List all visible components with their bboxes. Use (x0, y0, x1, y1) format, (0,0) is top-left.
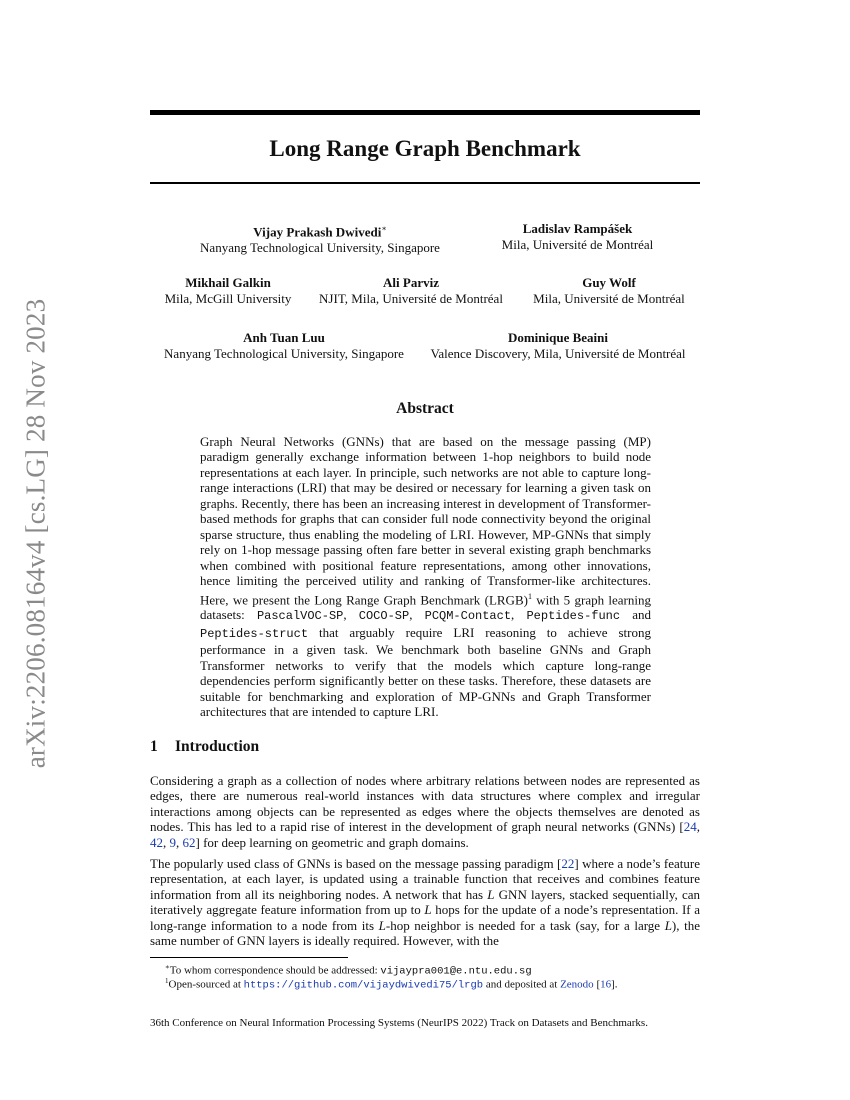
footnote-correspondence: ∗To whom correspondence should be addressed: vijaypra001@e.ntu.edu.sg (165, 963, 532, 978)
citation-link[interactable]: 16 (600, 978, 612, 991)
intro-paragraph-1: Considering a graph as a collection of nodes where arbitrary relations between nodes are represented as edges, there are numerous real-world instances with data structures where complex and irregular interactions among objects can be represented as edges where the objects themselves are denoted as nodes. This has led to a rapid rise of interest in the development of graph neural networks (GNNs) [24, 42, 9, 62] for deep learning on geometric and graph domains. (150, 773, 700, 850)
citation-link[interactable]: 42 (150, 834, 163, 850)
author-affiliation: NJIT, Mila, Université de Montréal (319, 291, 503, 306)
citation-link[interactable]: 24 (683, 819, 697, 835)
intro-paragraph-2: The popularly used class of GNNs is based on the message passing paradigm [22] where a node’s feature representation, at each layer, is updated using a trainable function that receives and combines feature information from all its neighboring nodes. A network that has L GNN layers, stacked sequentially, can iteratively aggregate feature information from up to L hops for the update of a node’s representation. If a long-range information to a node from its L-hop neighbor is needed for a task (say, for a large L), the same number of GNN layers is ideally required. However, with the (150, 856, 700, 949)
author-affiliation: Mila, McGill University (164, 291, 292, 306)
author-block-4 (310, 275, 512, 307)
venue-line: 36th Conference on Neural Information Processing Systems (NeurIPS 2022) Track on Datasets and Benchmarks. (150, 1017, 648, 1029)
arxiv-identifier-stamp (18, 288, 54, 778)
email-address: vijaypra001@e.ntu.edu.sg (380, 965, 532, 978)
author-name: Dominique Beaini (507, 330, 609, 345)
section-title: Introduction (175, 738, 260, 755)
section-heading-introduction (150, 738, 259, 756)
dataset-name: COCO-SP (358, 609, 410, 624)
title-top-rule (150, 110, 700, 115)
author-name: Vijay Prakash Dwivedi∗ (253, 224, 387, 240)
citation-link[interactable]: 62 (182, 834, 196, 850)
citation-link[interactable]: 9 (169, 834, 176, 850)
author-name: Anh Tuan Luu (243, 330, 325, 345)
author-block-5 (524, 275, 694, 307)
author-affiliation: Mila, Université de Montréal (533, 291, 685, 306)
author-block-6 (156, 330, 412, 362)
author-affiliation: Nanyang Technological University, Singapore (200, 240, 440, 256)
dataset-name: Peptides-func (526, 609, 621, 624)
title-bottom-rule (150, 182, 700, 184)
paper-title: Long Range Graph Benchmark (269, 136, 581, 161)
author-affiliation: Valence Discovery, Mila, Université de Montréal (430, 346, 686, 361)
author-name: Ladislav Rampášek (522, 221, 633, 236)
arxiv-identifier-text: arXiv:2206.08164v4 [cs.LG] 28 Nov 2023 (20, 298, 51, 768)
citation-link[interactable]: 22 (561, 856, 575, 871)
author-affiliation: Mila, Université de Montréal (501, 237, 654, 252)
zenodo-link[interactable]: Zenodo (560, 978, 594, 991)
footnote-1-ref[interactable]: 1 (527, 591, 532, 601)
author-block-1 (190, 221, 450, 256)
footnote-rule (150, 957, 348, 958)
author-block-7 (422, 330, 694, 362)
author-block-2 (490, 221, 665, 253)
dataset-name: PCQM-Contact (424, 609, 512, 624)
github-link[interactable]: https://github.com/vijaydwivedi75/lrgb (243, 979, 484, 992)
dataset-name: PascalVOC-SP (256, 609, 344, 624)
author-block-3 (157, 275, 299, 307)
abstract-heading: Abstract (396, 400, 454, 417)
author-name: Ali Parviz (383, 275, 439, 290)
section-number: 1 (150, 738, 158, 755)
dataset-name: Peptides-struct (200, 626, 309, 641)
footnote-open-source: $^1$Open-sourced at https://github.com/vijaydwivedi75/lrgb and deposited at Zenodo [16]. (165, 977, 618, 992)
abstract-text: Graph Neural Networks (GNNs) that are based on the message passing (MP) paradigm generally exchange information between 1-hop neighbors to build node representations at each layer. In principle, such networks are not able to capture long-range interactions (LRI) that may be desired or necessary for learning a given task on graphs. Recently, there has been an increasing interest in development of Transformer-based methods for graphs that can consider full node connectivity beyond the original sparse structure, thus enabling the modeling of LRI. However, MP-GNNs that simply rely on 1-hop message passing often fare better in several existing graph benchmarks when combined with positional feature representations, among other innovations, hence limiting the perceived utility and ranking of Transformer-like architectures. Here, we present the Long Range Graph Benchmark (LRGB)$^1$ with 5 graph learning datasets: PascalVOC-SP, COCO-SP, PCQM-Contact, Peptides-func and Peptides-struct that arguably require LRI reasoning to achieve strong performance in a given task. We benchmark both baseline GNNs and Graph Transformer networks to verify that the models which capture long-range dependencies perform significantly better on these tasks. Therefore, these datasets are suitable for benchmarking and exploration of MP-GNNs and Graph Transformer architectures that are intended to capture LRI. (200, 434, 652, 720)
author-name: Mikhail Galkin (185, 275, 271, 290)
author-affiliation: Nanyang Technological University, Singapore (164, 346, 404, 361)
author-name: Guy Wolf (582, 275, 636, 290)
